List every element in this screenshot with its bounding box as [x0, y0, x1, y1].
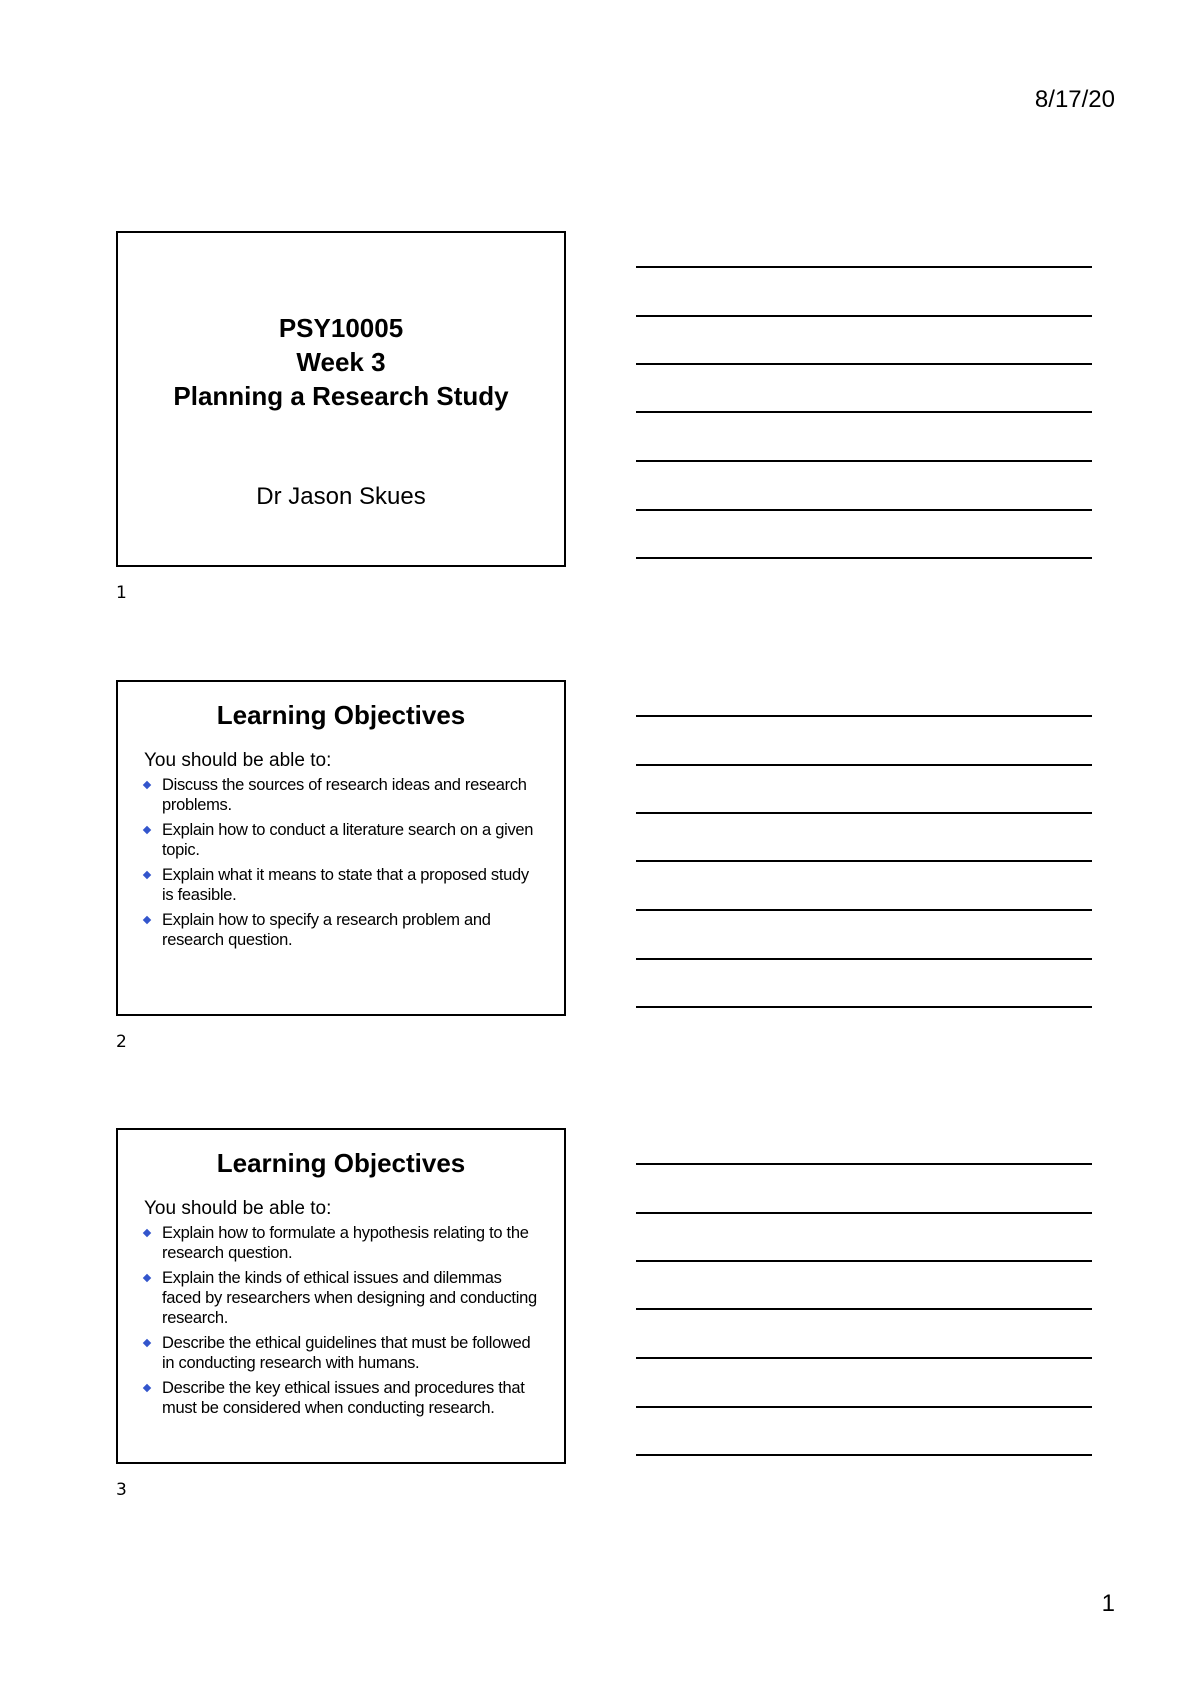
note-line: [636, 715, 1092, 717]
note-line: [636, 958, 1092, 960]
note-line: [636, 764, 1092, 766]
note-line: [636, 363, 1092, 365]
slide-number: 3: [116, 1480, 127, 1500]
note-line: [636, 460, 1092, 462]
slide-number: 2: [116, 1032, 127, 1052]
diamond-bullet-icon: [143, 916, 151, 924]
note-line: [636, 266, 1092, 268]
notes-lines: [636, 231, 1092, 567]
slide-intro: You should be able to:: [144, 1198, 332, 1219]
note-line: [636, 1308, 1092, 1310]
slide-title: Learning Objectives: [216, 700, 466, 730]
list-item: Describe the ethical guidelines that must be followed in conducting research with humans.: [144, 1333, 544, 1373]
notes-lines: [636, 680, 1092, 1016]
lecture-title: Planning a Research Study: [173, 381, 509, 411]
slide-thumbnail: [116, 231, 566, 567]
diamond-bullet-icon: [143, 1339, 151, 1347]
note-line: [636, 1006, 1092, 1008]
diamond-bullet-icon: [143, 871, 151, 879]
slide-number: 1: [116, 583, 127, 603]
slide-row-2: [0, 680, 1200, 1080]
list-item: Explain how to conduct a literature search on a given topic.: [144, 820, 544, 860]
page-number: 1: [1101, 1590, 1115, 1617]
note-line: [636, 1406, 1092, 1408]
note-line: [636, 1212, 1092, 1214]
note-line: [636, 1260, 1092, 1262]
list-item: Explain how to formulate a hypothesis relating to the research question.: [144, 1223, 544, 1263]
slide-row-3: [0, 1128, 1200, 1528]
diamond-bullet-icon: [143, 826, 151, 834]
author-name: Dr Jason Skues: [256, 483, 426, 510]
notes-lines: [636, 1128, 1092, 1464]
note-line: [636, 812, 1092, 814]
slide-thumbnail: [116, 1128, 566, 1464]
week-label: Week 3: [296, 347, 386, 377]
objectives-list: [144, 1223, 544, 1423]
note-line: [636, 1454, 1092, 1456]
note-line: [636, 909, 1092, 911]
slide-row-1: [0, 231, 1200, 631]
objectives-list: [144, 775, 544, 955]
note-line: [636, 1163, 1092, 1165]
note-line: [636, 1357, 1092, 1359]
page-date: 8/17/20: [1034, 86, 1115, 113]
note-line: [636, 860, 1092, 862]
slide-thumbnail: [116, 680, 566, 1016]
diamond-bullet-icon: [143, 1384, 151, 1392]
list-item: Explain the kinds of ethical issues and dilemmas faced by researchers when designing and conducting research.: [144, 1268, 544, 1328]
diamond-bullet-icon: [143, 781, 151, 789]
list-item: Discuss the sources of research ideas and research problems.: [144, 775, 544, 815]
note-line: [636, 315, 1092, 317]
diamond-bullet-icon: [143, 1229, 151, 1237]
list-item: Explain how to specify a research problem and research question.: [144, 910, 544, 950]
note-line: [636, 509, 1092, 511]
course-code: PSY10005: [278, 313, 404, 343]
slide-title: Learning Objectives: [216, 1148, 466, 1178]
note-line: [636, 557, 1092, 559]
slide-title: [118, 311, 564, 413]
note-line: [636, 411, 1092, 413]
list-item: Explain what it means to state that a proposed study is feasible.: [144, 865, 544, 905]
list-item: Describe the key ethical issues and procedures that must be considered when conducting research.: [144, 1378, 544, 1418]
diamond-bullet-icon: [143, 1274, 151, 1282]
slide-intro: You should be able to:: [144, 750, 332, 771]
